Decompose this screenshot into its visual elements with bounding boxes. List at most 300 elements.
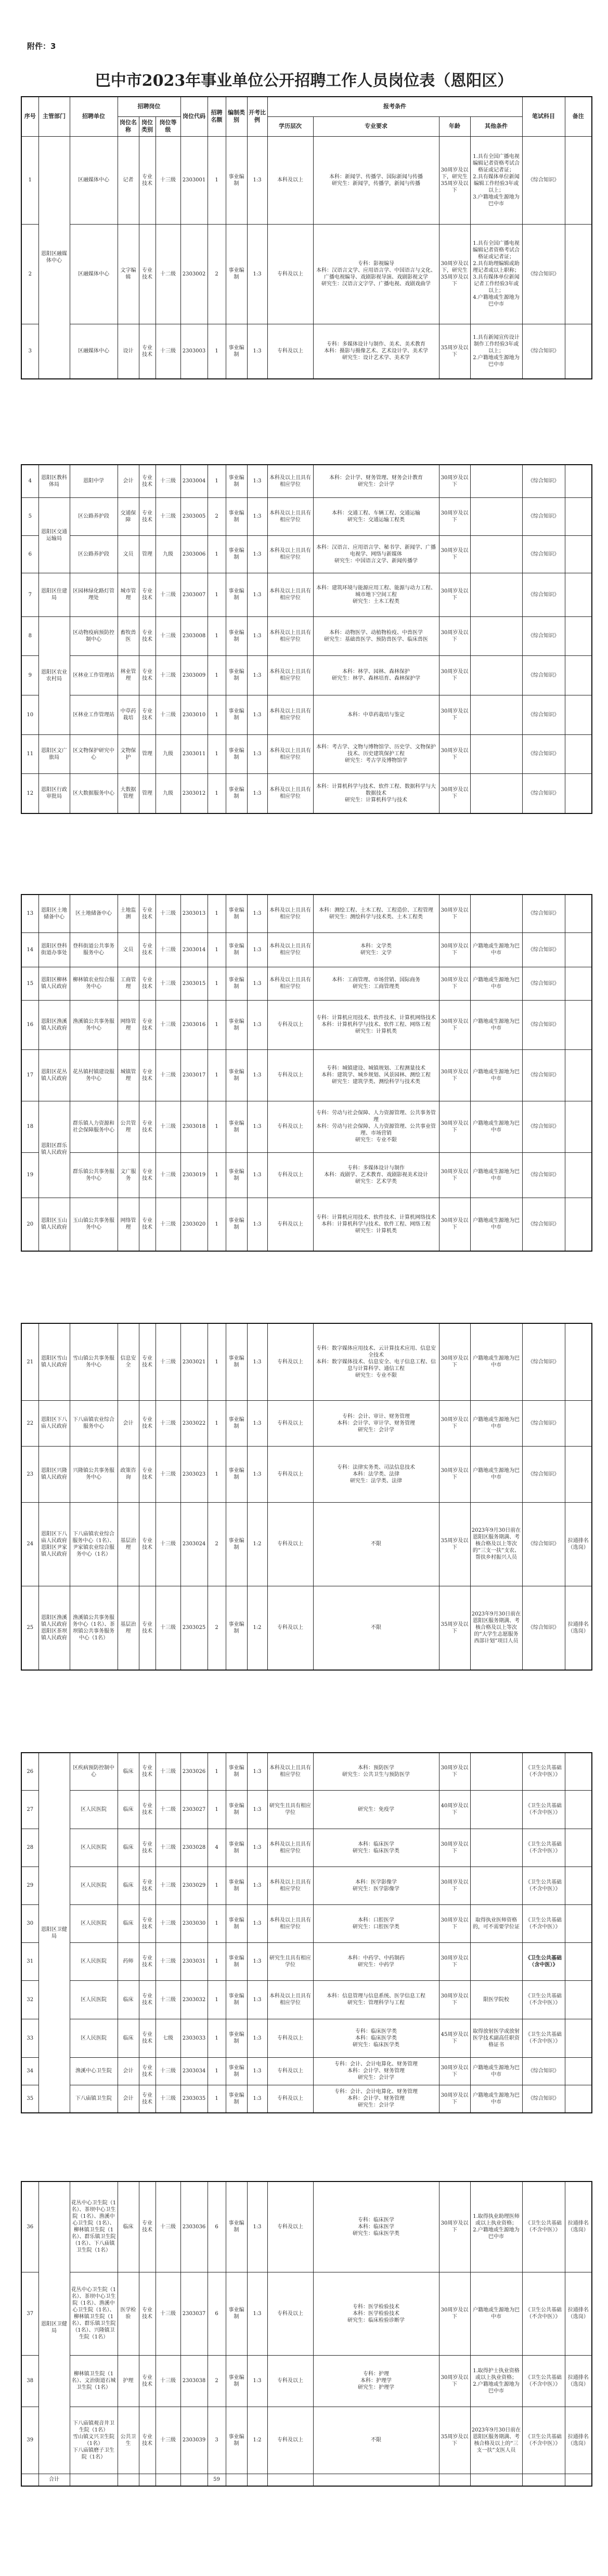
cell-name: 文员 (118, 932, 139, 967)
cell-edu: 专科及以上 (267, 2181, 313, 2272)
cell-age: 30周岁及以下 (439, 734, 470, 773)
cell-org: 事业编制 (226, 1049, 247, 1101)
cell-org: 事业编制 (226, 136, 247, 224)
cell-ratio: 1:3 (247, 616, 267, 655)
cell-other: 2023年9月30日前在恩阳区服务期满、考核合格及以上等次的“大学生志愿服务西部计划”项目人员 (470, 1586, 522, 1670)
cell-no: 27 (21, 1790, 38, 1829)
cell-code: 2303012 (180, 773, 208, 813)
cell-dept: 恩阳区花丛镇人民政府 (38, 1049, 70, 1101)
cell-exam: 《综合知识》 (522, 1152, 565, 1198)
cell-org: 事业编制 (226, 1400, 247, 1446)
table-row (21, 1400, 592, 1446)
header-major: 专业要求 (313, 116, 439, 136)
cell-count: 1 (208, 1049, 226, 1101)
cell-type: 专业技术 (139, 2355, 156, 2407)
cell-org: 事业编制 (226, 1980, 247, 2019)
cell-code: 2303018 (180, 1101, 208, 1152)
cell-name: 基层治理 (118, 1502, 139, 1586)
table-row (21, 2019, 592, 2057)
cell-type: 专业技术 (139, 932, 156, 967)
cell-other: 1.取得护士执业资格或以上执业资格； 2.户籍地或生源地为巴中市 (470, 2355, 522, 2407)
cell-major: 专科：会计、审计、财务管理 本科：会计学、审计学、财务管理 研究生：会计学 (313, 1400, 439, 1446)
cell-org: 事业编制 (226, 1502, 247, 1586)
cell-unit: 柳林镇卫生院（1名）、文治街道石城卫生院（1名） (70, 2355, 118, 2407)
cell-note (565, 1446, 592, 1502)
cell-no: 30 (21, 1904, 38, 1942)
cell-level: 十三级 (156, 1904, 180, 1942)
cell-ratio: 1:3 (247, 1152, 267, 1198)
cell-count: 1 (208, 535, 226, 573)
cell-level: 十三级 (156, 2085, 180, 2113)
cell-edu: 专科及以上 (267, 2407, 313, 2474)
table-section-3 (21, 894, 592, 1252)
cell-no: 25 (21, 1586, 38, 1670)
cell-no: 26 (21, 1753, 38, 1790)
cell-code: 2303013 (180, 895, 208, 932)
cell-type: 专业技术 (139, 1049, 156, 1101)
cell-no: 6 (21, 535, 38, 573)
cell-unit: 区公路养护段 (70, 535, 118, 573)
cell-count: 1 (208, 932, 226, 967)
cell-unit: 下八庙镇农业综合服务中心 (70, 1400, 118, 1446)
cell-name: 公共卫生 (118, 2407, 139, 2474)
cell-no: 17 (21, 1049, 38, 1101)
cell-code: 2303031 (180, 1942, 208, 1980)
cell-org: 事业编制 (226, 932, 247, 967)
cell-type: 专业技术 (139, 1753, 156, 1790)
table-row (21, 773, 592, 813)
cell-org: 事业编制 (226, 1867, 247, 1904)
cell-unit: 柳林镇农业综合服务中心 (70, 967, 118, 1000)
cell-org: 事业编制 (226, 734, 247, 773)
cell-other: 取得放射医学或放射医学技术副高任职资格证书 (470, 2019, 522, 2057)
cell-exam: 《综合知识》 (522, 224, 565, 324)
cell-age: 30周岁及以下 (439, 2272, 470, 2355)
cell-type: 专业技术 (139, 1829, 156, 1867)
cell-note (565, 573, 592, 616)
cell-no: 35 (21, 2085, 38, 2113)
cell-note (565, 1000, 592, 1049)
cell-level: 十三级 (156, 695, 180, 734)
cell-age: 35周岁及以下 (439, 324, 470, 379)
header-age: 年龄 (439, 116, 470, 136)
cell-age: 30周岁及以下 (439, 967, 470, 1000)
cell-count: 1 (208, 655, 226, 695)
cell-unit: 区人民医院 (70, 2019, 118, 2057)
cell-level: 十三级 (156, 1101, 180, 1152)
cell-org: 事业编制 (226, 324, 247, 379)
cell-edu: 本科及以上且具有相应学位 (267, 695, 313, 734)
cell-age: 30周岁及以下 (439, 1000, 470, 1049)
cell-unit: 登科街道公共事务服务中心 (70, 932, 118, 967)
cell-edu: 专科及以上 (267, 1323, 313, 1400)
cell-edu: 本科及以上且具有相应学位 (267, 967, 313, 1000)
cell-code: 2303027 (180, 1790, 208, 1829)
cell-ratio: 1:3 (247, 1000, 267, 1049)
cell-code: 2303006 (180, 535, 208, 573)
cell-count: 1 (208, 1198, 226, 1251)
cell-edu: 本科及以上且具有相应学位 (267, 655, 313, 695)
cell-type: 管理 (139, 535, 156, 573)
cell-major: 本科：临床医学 研究生：临床医学类 (313, 1829, 439, 1867)
cell-edu: 专科及以上 (267, 2019, 313, 2057)
cell-other: 户籍地或生源地为巴中市 (470, 1198, 522, 1251)
cell-major: 本科：林学、园林、森林保护 研究生：林学、森林培育、森林保护学 (313, 655, 439, 695)
cell-no: 23 (21, 1446, 38, 1502)
cell-level: 十三级 (156, 497, 180, 535)
cell-no: 39 (21, 2407, 38, 2474)
cell-exam: 《综合知识》 (522, 2085, 565, 2113)
cell-code: 2303003 (180, 324, 208, 379)
cell-name: 临床 (118, 1790, 139, 1829)
table-row (21, 1942, 592, 1980)
cell-level: 九级 (156, 734, 180, 773)
cell-major: 本科：信息管理与信息系统、医学信息工程 研究生：管理科学与工程 (313, 1980, 439, 2019)
cell-unit: 下八庙镇卫生院 (70, 2085, 118, 2113)
cell-other: 2023年9月30日前在恩阳区服务期满、考核合格及以上的“三支一扶”支医人员 (470, 2407, 522, 2474)
cell-note (565, 1867, 592, 1904)
cell-level: 十三级 (156, 1446, 180, 1502)
cell-level: 十二级 (156, 224, 180, 324)
table-row (21, 1829, 592, 1867)
cell-count: 1 (208, 695, 226, 734)
cell-no: 37 (21, 2272, 38, 2355)
cell-major: 本科：中草药栽培与鉴定 (313, 695, 439, 734)
cell-no: 19 (21, 1152, 38, 1198)
cell-type: 专业技术 (139, 1446, 156, 1502)
cell-age: 45周岁及以下 (439, 2019, 470, 2057)
cell-major: 本科：考古学、文物与博物馆学、历史学、文物保护技术、历史建筑保护工程 研究生：考古学及博物馆学 (313, 734, 439, 773)
cell-code: 2303032 (180, 1980, 208, 2019)
cell-name: 会计 (118, 2085, 139, 2113)
cell-no: 24 (21, 1502, 38, 1586)
cell-edu: 本科及以上且具有相应学位 (267, 535, 313, 573)
total-empty-cell (565, 2474, 592, 2486)
cell-note (565, 1942, 592, 1980)
cell-other (470, 616, 522, 655)
cell-note (565, 1980, 592, 2019)
cell-age: 35周岁及以下 (439, 1586, 470, 1670)
cell-note (565, 1829, 592, 1867)
header-code: 岗位代码 (180, 97, 208, 136)
cell-note (565, 1323, 592, 1400)
cell-no: 7 (21, 573, 38, 616)
cell-type: 专业技术 (139, 2181, 156, 2272)
cell-unit: 区融媒体中心 (70, 324, 118, 379)
cell-org: 事业编制 (226, 1829, 247, 1867)
cell-ratio: 1:3 (247, 967, 267, 1000)
cell-exam: 《综合知识》 (522, 695, 565, 734)
cell-name: 交通保障 (118, 497, 139, 535)
table-row (21, 695, 592, 734)
cell-name: 临床 (118, 1904, 139, 1942)
cell-level: 十三级 (156, 1198, 180, 1251)
cell-ratio: 1:3 (247, 535, 267, 573)
cell-other (470, 773, 522, 813)
cell-ratio: 1:2 (247, 1586, 267, 1670)
cell-major: 专科：多媒体设计与制作、美术、美术教育 本科：摄影与摄像艺术、艺术设计学、美术学 研究生：设计艺术学、美术学 (313, 324, 439, 379)
cell-level: 十三级 (156, 895, 180, 932)
cell-age: 30周岁及以下 (439, 895, 470, 932)
cell-no: 12 (21, 773, 38, 813)
cell-code: 2303010 (180, 695, 208, 734)
cell-count: 1 (208, 1790, 226, 1829)
cell-other: 户籍地或生源地为巴中市 (470, 1446, 522, 1502)
cell-org: 事业编制 (226, 1753, 247, 1790)
cell-other: 户籍地或生源地为巴中市 (470, 1000, 522, 1049)
cell-other (470, 465, 522, 497)
cell-note (565, 1904, 592, 1942)
cell-level: 十三级 (156, 1829, 180, 1867)
cell-unit: 雪山镇公共事务服务中心 (70, 1323, 118, 1400)
cell-dept: 恩阳区融媒体中心 (38, 136, 70, 379)
cell-ratio: 1:3 (247, 2085, 267, 2113)
cell-level: 十三级 (156, 573, 180, 616)
table-row (21, 2057, 592, 2085)
total-label: 合计 (38, 2474, 70, 2486)
cell-count: 1 (208, 1152, 226, 1198)
cell-count: 1 (208, 1753, 226, 1790)
header-cond-group: 报考条件 (267, 97, 522, 116)
cell-major: 专科：城镇建设、城镇规划、工程测量技术 本科：建筑学、城乡规划、风景园林、测绘工程 研究生：建筑学类、测绘科学与技术类 (313, 1049, 439, 1101)
cell-dept: 恩阳区兴隆镇人民政府 (38, 1446, 70, 1502)
cell-no: 28 (21, 1829, 38, 1867)
cell-org: 事业编制 (226, 2019, 247, 2057)
cell-age: 30周岁及以下 (439, 932, 470, 967)
cell-age: 30周岁及以下 (439, 1753, 470, 1790)
cell-age: 30周岁及以下 (439, 1980, 470, 2019)
cell-ratio: 1:3 (247, 324, 267, 379)
cell-count: 2 (208, 2355, 226, 2407)
cell-level: 十三级 (156, 1867, 180, 1904)
cell-major: 专科：多媒体设计与制作 本科：戏剧学、艺术教育、戏剧影视美术设计 研究生：艺术学类 (313, 1152, 439, 1198)
cell-note: 拉通排名（选岗） (565, 1502, 592, 1586)
cell-major: 本科：预防医学 研究生：公共卫生与预防医学 (313, 1753, 439, 1790)
cell-ratio: 1:3 (247, 1790, 267, 1829)
cell-type: 专业技术 (139, 616, 156, 655)
cell-count: 2 (208, 497, 226, 535)
table-section-1 (21, 96, 592, 379)
cell-edu: 专科及以上 (267, 1101, 313, 1152)
cell-major: 本科：中药学、中药制药 研究生：中药学 (313, 1942, 439, 1980)
cell-code: 2303020 (180, 1198, 208, 1251)
cell-dept: 恩阳区农业农村局 (38, 616, 70, 734)
cell-major: 本科：汉语言、应用语言学、秘书学、新闻学、广播电视学、网络与新媒体 研究生：中国语言文学、新闻传播学 (313, 535, 439, 573)
header-type: 岗位类别 (139, 116, 156, 136)
cell-level: 十三级 (156, 2057, 180, 2085)
cell-count: 1 (208, 1101, 226, 1152)
cell-ratio: 1:3 (247, 773, 267, 813)
cell-unit: 区融媒体中心 (70, 224, 118, 324)
cell-ratio: 1:3 (247, 2057, 267, 2085)
page-title: 巴中市2023年事业单位公开招聘工作人员岗位表（恩阳区） (95, 72, 513, 90)
cell-edu: 本科及以上 (267, 136, 313, 224)
header-note: 备注 (565, 97, 592, 136)
cell-edu: 专科及以上 (267, 1152, 313, 1198)
cell-name: 临床 (118, 2019, 139, 2057)
cell-code: 2303036 (180, 2181, 208, 2272)
total-empty-cell (439, 2474, 470, 2486)
cell-level: 十三级 (156, 1980, 180, 2019)
cell-exam: 《综合知识》 (522, 895, 565, 932)
cell-unit: 区人民医院 (70, 1980, 118, 2019)
cell-type: 专业技术 (139, 695, 156, 734)
cell-name: 土地监测 (118, 895, 139, 932)
cell-age: 30周岁及以下 (439, 1904, 470, 1942)
cell-level: 七级 (156, 2019, 180, 2057)
cell-note (565, 497, 592, 535)
cell-age: 30周岁及以下 (439, 1101, 470, 1152)
header-no: 序号 (21, 97, 38, 136)
cell-name: 文物保护 (118, 734, 139, 773)
cell-name: 会计 (118, 2057, 139, 2085)
cell-org: 事业编制 (226, 535, 247, 573)
cell-age: 30周岁及以下 (439, 695, 470, 734)
cell-org: 事业编制 (226, 2355, 247, 2407)
cell-code: 2303024 (180, 1502, 208, 1586)
cell-other (470, 535, 522, 573)
cell-major: 专科：劳动与社会保障、人力资源管理、公共事务管理 本科：劳动与社会保障、人力资源管理、公共事业管理、市场营销 研究生：专业不限 (313, 1101, 439, 1152)
cell-no: 21 (21, 1323, 38, 1400)
cell-other: 户籍地或生源地为巴中市 (470, 1152, 522, 1198)
cell-code: 2303022 (180, 1400, 208, 1446)
cell-exam: 《综合知识》 (522, 573, 565, 616)
cell-org: 事业编制 (226, 2057, 247, 2085)
table-row (21, 1586, 592, 1670)
cell-count: 1 (208, 734, 226, 773)
cell-edu: 本科及以上且具有相应学位 (267, 1867, 313, 1904)
cell-code: 2303001 (180, 136, 208, 224)
cell-dept: 恩阳区群乐镇人民政府 (38, 1101, 70, 1198)
cell-type: 专业技术 (139, 2057, 156, 2085)
cell-ratio: 1:3 (247, 465, 267, 497)
cell-major: 本科：新闻学、传播学、国际新闻与传播 研究生：新闻学，传播学，新闻与传播 (313, 136, 439, 224)
cell-exam: 《卫生公共基础（不含中医）》 (522, 2407, 565, 2474)
cell-count: 1 (208, 773, 226, 813)
header-unit: 招聘单位 (70, 97, 118, 136)
cell-type: 专业技术 (139, 2407, 156, 2474)
cell-age: 30周岁及以下 (439, 465, 470, 497)
cell-name: 护理 (118, 2355, 139, 2407)
cell-level: 十三级 (156, 2407, 180, 2474)
cell-other: 户籍地或生源地为巴中市 (470, 2085, 522, 2113)
cell-edu: 本科及以上且具有相应学位 (267, 497, 313, 535)
cell-exam: 《综合知识》 (522, 2057, 565, 2085)
table-row (21, 1904, 592, 1942)
cell-code: 2303009 (180, 655, 208, 695)
cell-other (470, 497, 522, 535)
cell-edu: 专科及以上 (267, 2085, 313, 2113)
total-empty-cell (156, 2474, 180, 2486)
header-other: 其他条件 (470, 116, 522, 136)
cell-count: 1 (208, 2085, 226, 2113)
cell-other: 户籍地或生源地为巴中市 (470, 1049, 522, 1101)
cell-exam: 《综合知识》 (522, 1586, 565, 1670)
cell-type: 专业技术 (139, 1867, 156, 1904)
cell-no: 32 (21, 1980, 38, 2019)
cell-level: 九级 (156, 535, 180, 573)
cell-ratio: 1:3 (247, 1323, 267, 1400)
cell-code: 2303008 (180, 616, 208, 655)
cell-note (565, 932, 592, 967)
cell-note: 拉通排名（选岗） (565, 1586, 592, 1670)
table-row (21, 1049, 592, 1101)
cell-exam: 《综合知识》 (522, 497, 565, 535)
cell-count: 1 (208, 1400, 226, 1446)
cell-name: 公共管理 (118, 1101, 139, 1152)
cell-note (565, 655, 592, 695)
cell-code: 2303014 (180, 932, 208, 967)
cell-note (565, 1400, 592, 1446)
cell-edu: 专科及以上 (267, 324, 313, 379)
cell-no: 8 (21, 616, 38, 655)
cell-note (565, 1753, 592, 1790)
cell-other: 户籍地或生源地为巴中市 (470, 1400, 522, 1446)
cell-ratio: 1:3 (247, 1867, 267, 1904)
cell-edu: 专科及以上 (267, 2057, 313, 2085)
cell-age: 30周岁及以下 (439, 1049, 470, 1101)
cell-name: 临床 (118, 1867, 139, 1904)
cell-note (565, 2085, 592, 2113)
cell-no: 10 (21, 695, 38, 734)
cell-ratio: 1:3 (247, 1829, 267, 1867)
cell-count: 1 (208, 1867, 226, 1904)
cell-ratio: 1:3 (247, 932, 267, 967)
total-empty-cell (522, 2474, 565, 2486)
cell-org: 事业编制 (226, 2181, 247, 2272)
cell-level: 十三级 (156, 616, 180, 655)
cell-org: 事业编制 (226, 695, 247, 734)
cell-exam: 《综合知识》 (522, 535, 565, 573)
cell-dept: 恩阳区交通运输局 (38, 497, 70, 573)
cell-name: 临床 (118, 1980, 139, 2019)
cell-type: 专业技术 (139, 1904, 156, 1942)
cell-major: 本科：建筑环境与能源应用工程、能源与动力工程、城市地下空间工程 研究生：土木工程类 (313, 573, 439, 616)
cell-age: 30周岁及以下 (439, 497, 470, 535)
table-row (21, 895, 592, 932)
cell-edu: 本科及以上且具有相应学位 (267, 773, 313, 813)
cell-level: 十三级 (156, 1049, 180, 1101)
table-row (21, 1753, 592, 1790)
cell-exam: 《综合知识》 (522, 324, 565, 379)
cell-other: 取得执业医师资格的，可不需要学位证 (470, 1904, 522, 1942)
total-empty-cell (70, 2474, 118, 2486)
cell-count: 1 (208, 324, 226, 379)
cell-other: 1.取得执业助理医师或以上执业资格； 2.户籍地或生源地为巴中市 (470, 2181, 522, 2272)
cell-no: 31 (21, 1942, 38, 1980)
cell-other (470, 1753, 522, 1790)
cell-no: 34 (21, 2057, 38, 2085)
cell-edu: 专科及以上 (267, 1400, 313, 1446)
cell-no: 3 (21, 324, 38, 379)
cell-note (565, 1790, 592, 1829)
cell-dept: 恩阳区卫健局 (38, 2181, 70, 2474)
cell-unit: 下八庙镇观音井卫生院（1名） 雪山镇文兴卫生院（1名） 下八庙镇磨子卫生院（1名） (70, 2407, 118, 2474)
header-edu: 学历层次 (267, 116, 313, 136)
cell-dept: 恩阳区渔溪镇人民政府 恩阳区茶坝镇人民政府 (38, 1586, 70, 1670)
cell-dept: 恩阳区卫健局 (38, 1753, 70, 2113)
cell-ratio: 1:3 (247, 224, 267, 324)
cell-code: 2303029 (180, 1867, 208, 1904)
cell-major: 本科：会计学、财务管理、财务会计教育 研究生：会计学 (313, 465, 439, 497)
table-row (21, 1867, 592, 1904)
cell-age: 30周岁及以下 (439, 2085, 470, 2113)
total-empty-cell (180, 2474, 208, 2486)
cell-name: 政策咨询 (118, 1446, 139, 1502)
cell-name: 基层治理 (118, 1586, 139, 1670)
cell-age: 30周岁及以下 (439, 616, 470, 655)
cell-dept: 恩阳区雪山镇人民政府 (38, 1323, 70, 1400)
